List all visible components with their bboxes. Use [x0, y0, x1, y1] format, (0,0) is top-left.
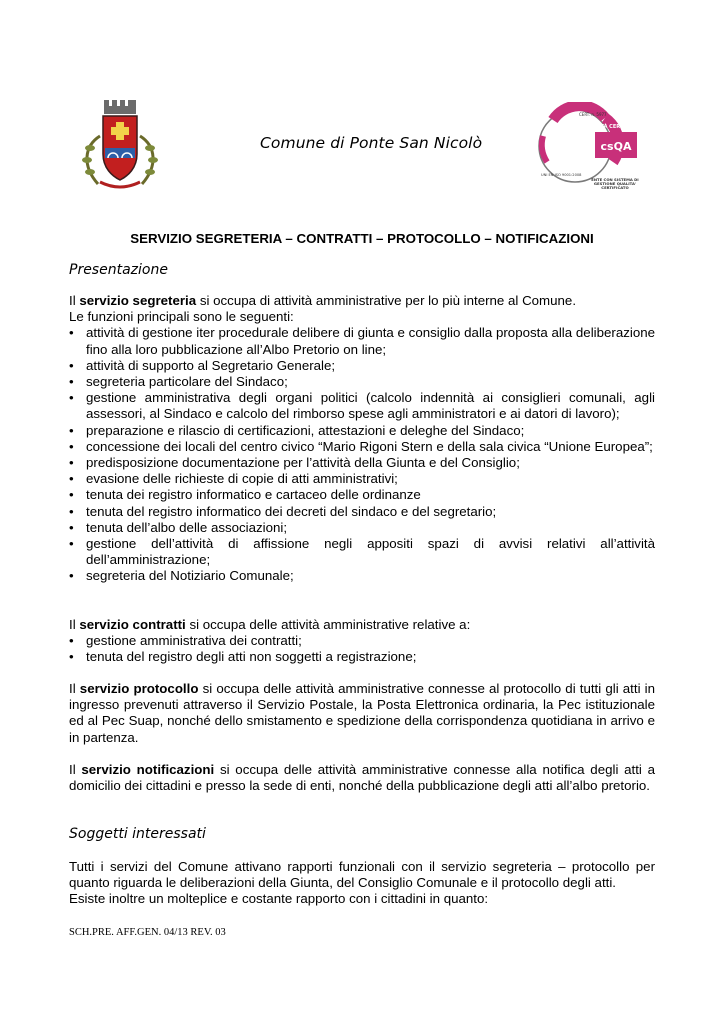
- presentazione-section: [69, 262, 655, 278]
- list-item-text: gestione amministrativa degli organi politici (calcolo indennità ai consiglieri comunali, agli assessori, al Sindaco e calcolo del rimborso spese agli amministratori e ai datori di lavoro);: [86, 390, 655, 422]
- functions-intro: Le funzioni principali sono le seguenti:: [69, 309, 294, 325]
- segreteria-functions-list: [69, 325, 655, 584]
- document-header: [70, 96, 660, 206]
- cert-ring-text: SISTEMA QUALITÀ CERTIFICATO: [557, 124, 645, 130]
- soggetti-paragraph-2: Esiste inoltre un molteplice e costante rapporto con i cittadini in quanto:: [69, 891, 489, 907]
- notificazioni-bold: servizio notificazioni: [81, 762, 215, 777]
- bullet: •: [69, 536, 74, 552]
- protocollo-block: [69, 681, 655, 746]
- contratti-list: [69, 633, 655, 665]
- list-item: [69, 568, 655, 584]
- list-item-text: tenuta del registro informatico dei decreti del sindaco e del segretario;: [86, 503, 497, 519]
- list-item-text: gestione amministrativa dei contratti;: [86, 633, 302, 649]
- intro-bold: servizio segreteria: [79, 293, 197, 308]
- list-item: [69, 423, 655, 439]
- segreteria-block: [69, 293, 655, 585]
- list-item-text: tenuta del registro degli atti non soggetti a registrazione;: [86, 649, 417, 665]
- list-item-text: evasione delle richieste di copie di atti amministrativi;: [86, 471, 398, 487]
- bullet: •: [69, 422, 74, 438]
- contratti-intro: [69, 617, 655, 633]
- coat-of-arms-icon: [70, 96, 170, 196]
- bullet: •: [69, 519, 74, 535]
- municipality-title: Comune di Ponte San Nicolò: [260, 134, 483, 152]
- list-item-text: preparazione e rilascio di certificazioni, attestazioni e deleghe del Sindaco;: [86, 422, 525, 438]
- protocollo-paragraph: [69, 681, 655, 746]
- segreteria-intro: [69, 293, 655, 309]
- list-item: [69, 439, 655, 455]
- contratti-bold: servizio contratti: [79, 617, 186, 632]
- soggetti-block: [69, 859, 655, 908]
- bullet: •: [69, 568, 74, 584]
- bullet: •: [69, 325, 74, 341]
- contratti-pre: Il: [69, 617, 80, 632]
- cert-iso: UNI EN ISO 9001:2008: [541, 173, 582, 177]
- intro-post: si occupa di attività amministrative per lo più interne al Comune.: [196, 293, 577, 308]
- list-item-text: attività di gestione iter procedurale delibere di giunta e consiglio dalla proposta alla deliberazione fino alla loro pubblicazione all’Albo Pretorio on line;: [86, 325, 655, 357]
- bullet: •: [69, 633, 74, 649]
- list-item: [69, 633, 655, 649]
- bullet: •: [69, 374, 74, 390]
- bullet: •: [69, 503, 74, 519]
- list-item-text: segreteria particolare del Sindaco;: [86, 374, 288, 390]
- protocollo-pre: Il: [69, 681, 80, 696]
- soggetti-section: [69, 826, 655, 842]
- list-item: [69, 520, 655, 536]
- bullet: •: [69, 455, 74, 471]
- cert-footer-text: ENTE CON SISTEMA DI GESTIONE QUALITA' CERTIFICATO: [591, 178, 639, 191]
- bullet: •: [69, 487, 74, 503]
- list-item: [69, 374, 655, 390]
- bullet: •: [69, 649, 74, 665]
- contratti-post: si occupa delle attività amministrative relative a:: [185, 617, 471, 632]
- bullet: •: [69, 357, 74, 373]
- protocollo-bold: servizio protocollo: [79, 681, 199, 696]
- bullet: •: [69, 390, 74, 406]
- cert-number: CERT. n. 5977: [579, 112, 607, 117]
- list-item-text: concessione dei locali del centro civico “Mario Rigoni Stern e della sala civica “Unione Europea”;: [86, 438, 653, 454]
- csqa-badge: csQA: [600, 140, 632, 153]
- protocollo-post: si occupa delle attività amministrative connesse al protocollo di tutti gli atti in ingresso prevenuti attraverso il Servizio Postale, la Posta Elettronica ordinaria, la Pec istituzionale ed al Pec Suap, nonché dello smistamento e spedizione della corrispondenza quotidiana in arrivo e in partenza.: [69, 681, 656, 745]
- notificazioni-post: si occupa delle attività amministrative connesse alla notifica degli atti a domicilio dei cittadini e presso la sede di enti, nonché della pubblicazione degli atti all’albo pretorio.: [69, 762, 656, 794]
- list-item: [69, 390, 655, 422]
- notificazioni-block: [69, 762, 655, 794]
- list-item-text: tenuta dell’albo delle associazioni;: [86, 519, 288, 535]
- document-title: SERVIZIO SEGRETERIA – CONTRATTI – PROTOCOLLO – NOTIFICAZIONI: [130, 231, 594, 246]
- bullet: •: [69, 471, 74, 487]
- list-item-text: attività di supporto al Segretario Generale;: [86, 357, 336, 373]
- list-item-text: segreteria del Notiziario Comunale;: [86, 568, 294, 584]
- list-item: [69, 455, 655, 471]
- list-item: [69, 504, 655, 520]
- list-item-text: predisposizione documentazione per l’attività della Giunta e del Consiglio;: [86, 455, 520, 471]
- notificazioni-paragraph: [69, 762, 655, 794]
- soggetti-paragraph-1: Tutti i servizi del Comune attivano rapporti funzionali con il servizio segreteria – protocollo per quanto riguarda le deliberazioni della Giunta, del Consiglio Comunale e il protocollo degli atti.: [69, 859, 655, 891]
- list-item: [69, 536, 655, 568]
- intro-pre: Il: [69, 293, 80, 308]
- list-item-text: tenuta dei registro informatico e cartaceo delle ordinanze: [86, 487, 421, 503]
- list-item: [69, 471, 655, 487]
- list-item: [69, 325, 655, 357]
- presentazione-heading: Presentazione: [69, 262, 168, 278]
- contratti-block: [69, 617, 655, 666]
- list-item: [69, 358, 655, 374]
- list-item: [69, 487, 655, 503]
- notificazioni-pre: Il: [69, 762, 82, 777]
- list-item: [69, 649, 655, 665]
- soggetti-heading: Soggetti interessati: [69, 826, 206, 842]
- list-item-text: gestione dell’attività di affissione negli appositi spazi di avvisi relativi all’attività dell’amministrazione;: [86, 536, 655, 568]
- document-code: SCH.PRE. AFF.GEN. 04/13 REV. 03: [69, 927, 226, 938]
- quality-certification-icon: [535, 102, 645, 198]
- bullet: •: [69, 438, 74, 454]
